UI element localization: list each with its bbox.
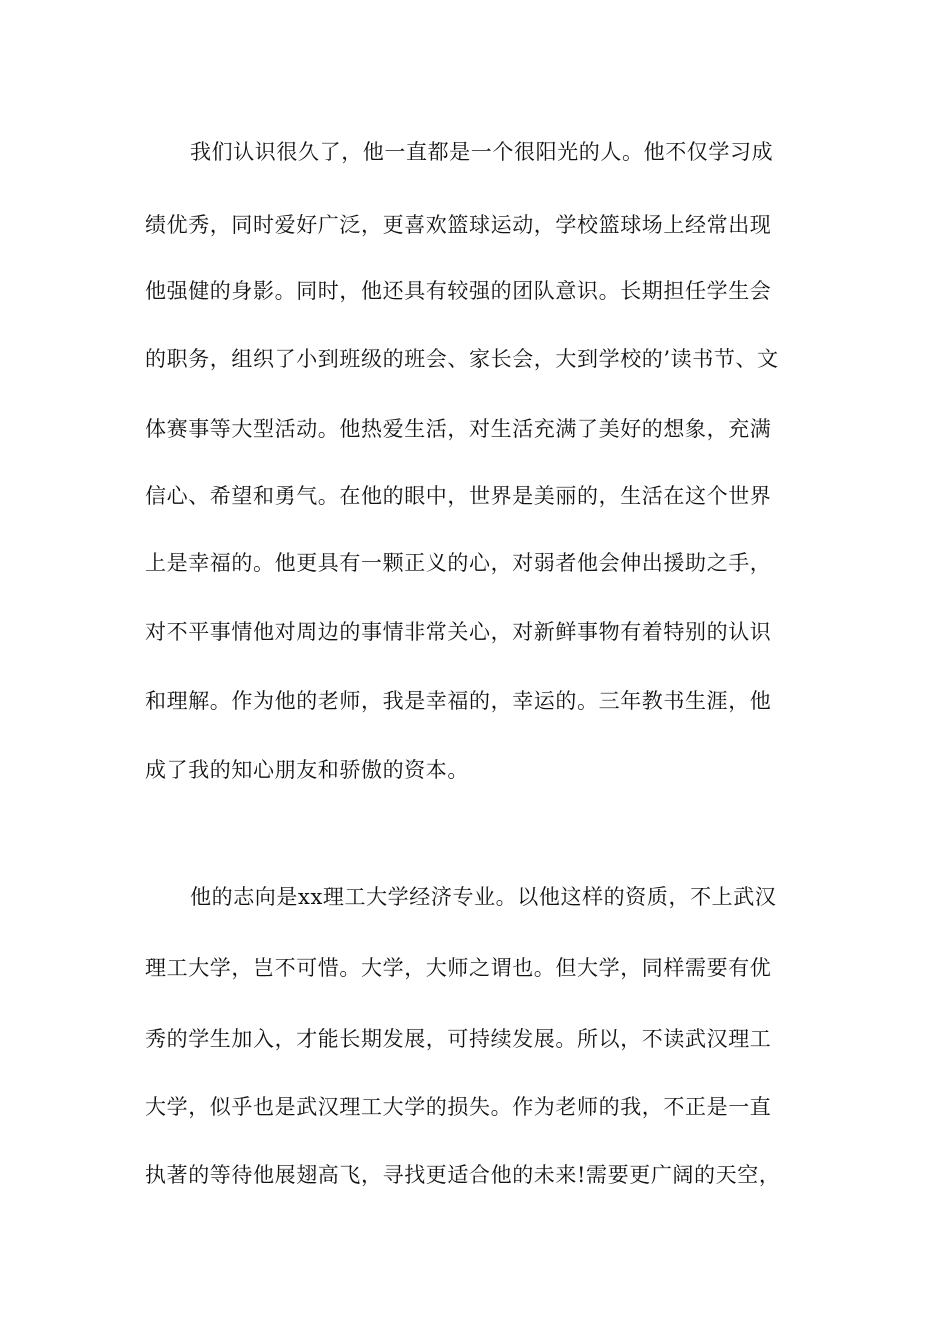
paragraph-2-line-3: 秀的学生加入，才能长期发展，可持续发展。所以，不读武汉理工 xyxy=(145,1027,772,1051)
paragraph-1-line-7: 上是幸福的。他更具有一颗正义的心，对弱者他会伸出援助之手， xyxy=(145,551,772,575)
paragraph-1-line-9: 和理解。作为他的老师，我是幸福的，幸运的。三年教书生涯，他 xyxy=(145,689,772,713)
paragraph-1-line-5: 体赛事等大型活动。他热爱生活，对生活充满了美好的想象，充满 xyxy=(145,417,772,441)
paragraph-1-line-2: 绩优秀，同时爱好广泛，更喜欢篮球运动，学校篮球场上经常出现 xyxy=(145,213,772,237)
paragraph-1-line-10: 成了我的知心朋友和骄傲的资本。 xyxy=(145,758,469,782)
paragraph-1-line-8: 对不平事情他对周边的事情非常关心，对新鲜事物有着特别的认识 xyxy=(145,620,772,644)
paragraph-2-line-4: 大学，似乎也是武汉理工大学的损失。作为老师的我，不正是一直 xyxy=(145,1095,772,1119)
paragraph-2-line-1: 他的志向是xx理工大学经济专业。以他这样的资质，不上武汉 xyxy=(190,885,777,909)
paragraph-1-line-1: 我们认识很久了，他一直都是一个很阳光的人。他不仅学习成 xyxy=(190,140,774,164)
paragraph-1-line-4: 的职务，组织了小到班级的班会、家长会，大到学校的’读书节、文 xyxy=(145,347,779,371)
paragraph-2-line-5: 执著的等待他展翅高飞，寻找更适合他的未来!需要更广阔的天空， xyxy=(145,1163,781,1187)
paragraph-1-line-3: 他强健的身影。同时，他还具有较强的团队意识。长期担任学生会 xyxy=(145,279,772,303)
paragraph-1-line-6: 信心、希望和勇气。在他的眼中，世界是美丽的，生活在这个世界 xyxy=(145,484,772,508)
paragraph-2-line-2: 理工大学，岂不可惜。大学，大师之谓也。但大学，同样需要有优 xyxy=(145,956,772,980)
